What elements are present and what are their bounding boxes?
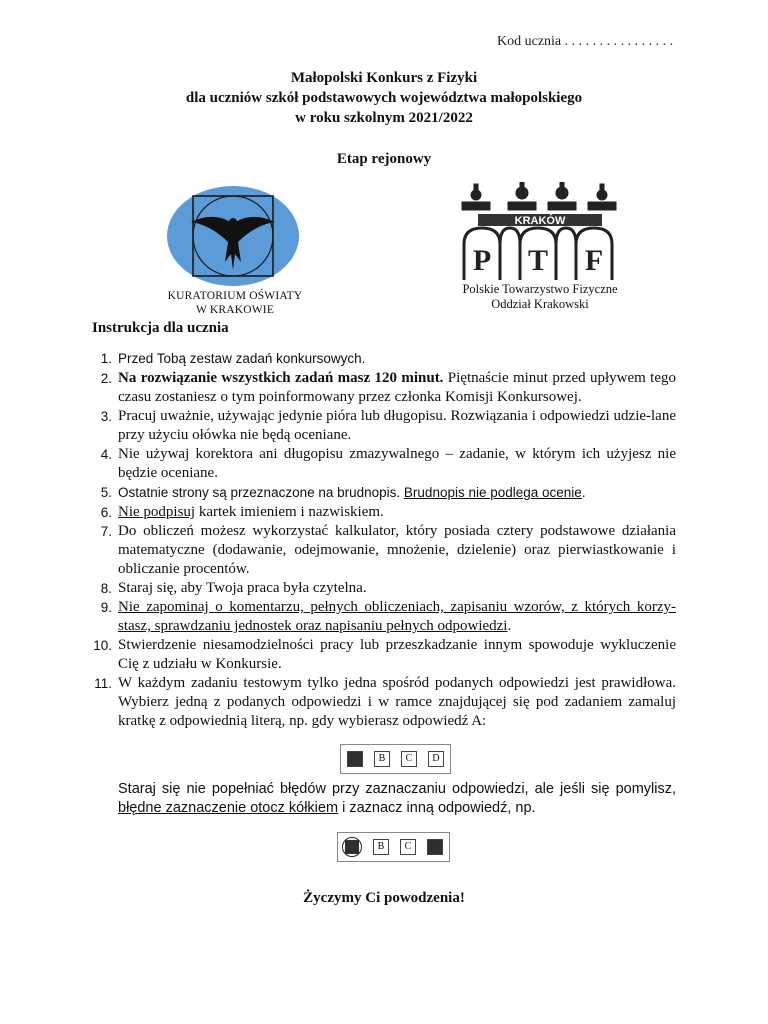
item-text: Staraj się, aby Twoja praca była czytelna. (118, 580, 367, 596)
item-text: Pracuj uważnie, używając jedynie pióra lub długopisu. Rozwiązania i odpowiedzi udzie-lane przy użyciu ołówka nie będą oceniane. (118, 408, 676, 443)
item-number: 1. (100, 351, 112, 366)
item-text: Piętnaście minut przed upływem tego czasu zostaniesz o tym poinformowany przez członka Komisji Konkursowej. (118, 370, 676, 405)
item-text-end: . (507, 618, 512, 634)
item-number: 7. (100, 524, 112, 539)
item-number: 2. (100, 371, 112, 386)
stage-label: Etap rejonowy (336, 151, 432, 167)
ptf-logo (455, 182, 625, 317)
item-text: Do obliczeń możesz wykorzystać kalkulator, który posiada cztery podstawowe działania matematyczne (dodawanie, odejmowanie, mnożenie, dzielenie) oraz pierwiastkowanie i obliczanie procentów. (118, 523, 676, 577)
contest-title (0, 68, 768, 128)
item-number: 5. (100, 485, 112, 500)
instructions-heading: Instrukcja dla ucznia (92, 320, 229, 336)
ptf-arcade-icon (458, 182, 623, 282)
item-text-bold: Na rozwiązanie wszystkich zadań masz 120 minut. (118, 370, 444, 386)
list-item (92, 503, 676, 522)
answer-box-b: B (374, 751, 390, 767)
item-text: W każdym zadaniu testowym tylko jedna spośród podanych odpowiedzi jest prawidłowa. Wybierz jedną z podanych odpowiedzi i w ramce znajdującej się pod zadaniem zamaluj kratkę z odpowiednią literą, np. gdy wybierasz odpowiedź A: (118, 675, 676, 729)
list-item (92, 349, 676, 369)
ptf-name: Polskie Towarzystwo Fizyczne (462, 282, 618, 296)
list-item (92, 483, 676, 503)
ptf-branch: Oddział Krakowski (491, 297, 589, 311)
kuratorium-city: W KRAKOWIE (195, 304, 275, 316)
answer-box-b: B (373, 839, 389, 855)
ptf-letter-t: T (527, 244, 549, 277)
list-item (92, 674, 676, 731)
list-item (92, 445, 676, 483)
item-text: Nie używaj korektora ani długopisu zmazywalnego – zadanie, w którym ich użyjesz nie będzie oceniane. (118, 446, 676, 481)
item-text-underlined: Brudnopis nie podlega ocenie (403, 485, 582, 500)
mistake-end: i zaznacz inną odpowiedź, np. (338, 800, 536, 816)
item-number: 4. (100, 447, 112, 462)
item-text: Przed Tobą zestaw zadań konkursowych. (118, 351, 366, 366)
ptf-letter-f: F (584, 244, 604, 277)
item-text: kartek imieniem i nazwiskiem. (195, 504, 384, 520)
answer-box-d: D (428, 751, 444, 767)
item-text-end: . (581, 485, 586, 500)
list-item (92, 407, 676, 445)
ptf-letter-p: P (472, 244, 492, 277)
mistake-text: Staraj się nie popełniać błędów przy zaznaczaniu odpowiedzi, ale jeśli się pomylisz, (118, 781, 676, 797)
ptf-banner: KRAKÓW (514, 215, 566, 227)
title-line: dla uczniów szkół podstawowych województwa małopolskiego (185, 90, 583, 106)
title-line: Małopolski Konkurs z Fizyki (290, 70, 478, 86)
item-text-underlined: Nie zapominaj o komentarzu, pełnych obliczeniach, zapisaniu wzorów, z których korzy-stasz, sprawdzaniu jednostek oraz napisaniu pełnych odpowiedzi (118, 599, 676, 634)
item-number: 11. (94, 676, 112, 691)
answer-box-c: C (400, 839, 416, 855)
list-item (92, 636, 676, 674)
answer-box-c: C (401, 751, 417, 767)
item-text: Stwierdzenie niesamodzielności pracy lub przeszkadzanie innym spowoduje wykluczenie Cię z udziału w Konkursie. (118, 637, 676, 672)
answer-example-filled (340, 744, 451, 774)
answer-box-a-filled (347, 751, 363, 767)
item-number: 8. (100, 581, 112, 596)
kuratorium-logo (160, 184, 310, 319)
kuratorium-name: KURATORIUM OŚWIATY (167, 290, 303, 302)
item-number: 10. (93, 638, 112, 653)
list-item (92, 598, 676, 636)
good-luck-message: Życzymy Ci powodzenia! (303, 890, 465, 906)
item-text: Ostatnie strony są przeznaczone na brudnopis. (118, 485, 404, 500)
answer-box-a-circled (342, 837, 362, 857)
item-number: 6. (100, 505, 112, 520)
item-number: 3. (100, 409, 112, 424)
list-item (92, 369, 676, 407)
student-code-field: Kod ucznia . . . . . . . . . . . . . . . . (497, 34, 674, 49)
list-item (92, 522, 676, 579)
title-line: w roku szkolnym 2021/2022 (295, 110, 473, 126)
item-number: 9. (100, 600, 112, 615)
instructions-list (92, 349, 676, 731)
list-item (92, 579, 676, 598)
answer-example-corrected (337, 832, 450, 862)
mistake-instruction (118, 780, 676, 818)
swallow-emblem-icon (163, 184, 303, 289)
mistake-underlined: błędne zaznaczenie otocz kółkiem (118, 800, 339, 816)
item-text-underlined: Nie podpisuj (118, 504, 196, 520)
answer-box-d-filled (427, 839, 443, 855)
